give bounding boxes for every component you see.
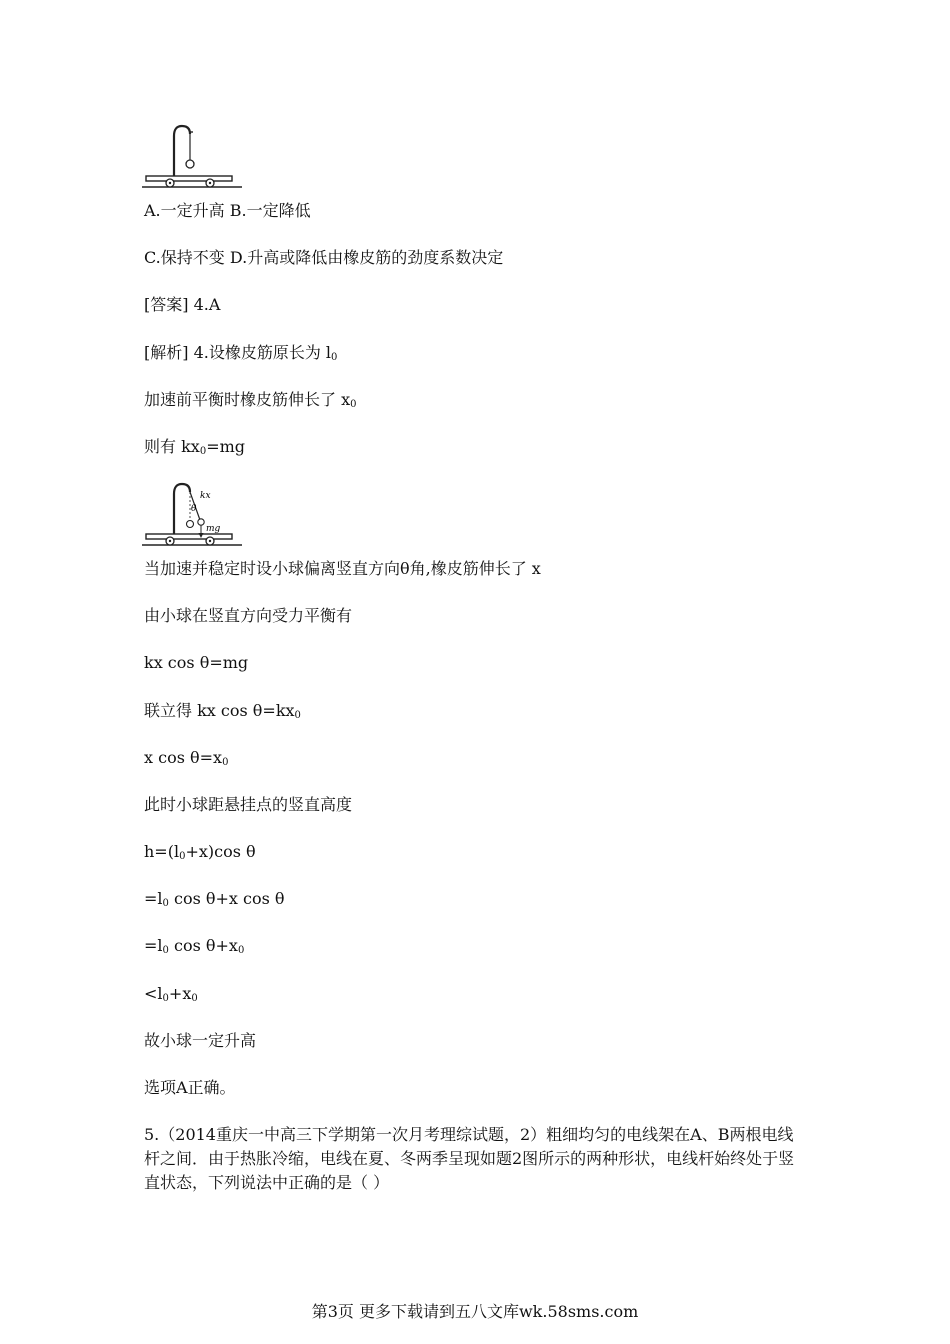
equation-kxcos-mg: kx cos θ=mg	[144, 653, 249, 672]
analysis-vertical-balance: 由小球在竖直方向受力平衡有	[144, 606, 353, 625]
options-line-ab: A.一定升高 B.一定降低	[144, 201, 311, 220]
analysis-before-accel: 加速前平衡时橡皮筋伸长了 $x_0$	[144, 390, 357, 410]
equation-h2: $=l_0$ cos θ+x cos θ	[144, 889, 285, 909]
equation-h3: $=l_0$ $\cos \theta+x_0$	[144, 936, 245, 956]
cart-pendulum-force-figure	[142, 480, 246, 552]
analysis-correct-option: 选项A正确。	[144, 1078, 236, 1097]
equation-kx0-mg: 则有 $kx_0=mg$	[144, 437, 246, 457]
label-theta: θ	[191, 504, 197, 514]
analysis-height: 此时小球距悬挂点的竖直高度	[144, 795, 353, 814]
equation-combined: 联立得 kx $\cos \theta=kx_0$	[144, 701, 301, 721]
cart-body	[146, 176, 232, 181]
options-line-cd: C.保持不变 D.升高或降低由橡皮筋的劲度系数决定	[144, 248, 504, 267]
equation-h4: $<l_0+x_0$	[144, 984, 198, 1004]
cart-body	[146, 534, 232, 539]
ball-tilted	[198, 519, 204, 525]
bent-rod	[174, 126, 190, 176]
analysis-intro: [解析] 4.设橡皮筋原长为 $l_0$	[144, 343, 338, 363]
question-5: 5.（2014重庆一中高三下学期第一次月考理综试题，2）粗细均匀的电线架在A、B两根电线杆之间．由于热胀冷缩，电线在夏、冬两季呈现如题2图所示的两种形状，电线杆始终处于竖直状态，下列说法中正确的是（ ）	[144, 1125, 795, 1192]
page-footer: 第3页 更多下载请到五八文库wk.58sms.com	[311, 1302, 639, 1321]
ball	[186, 160, 194, 168]
cart-pendulum-figure	[142, 122, 246, 194]
label-mg: mg	[206, 524, 221, 534]
ball-original	[187, 521, 194, 528]
analysis-accel: 当加速并稳定时设小球偏离竖直方向θ角,橡皮筋伸长了 x	[144, 559, 541, 578]
equation-h1: $h=(l_0+x)\cos$ θ	[144, 842, 256, 862]
equation-xcos-x0: x $\cos \theta=x_0$	[144, 748, 229, 768]
answer-line: [答案] 4.A	[144, 295, 221, 314]
analysis-conclusion: 故小球一定升高	[144, 1031, 257, 1050]
label-kx: kx	[200, 491, 211, 501]
